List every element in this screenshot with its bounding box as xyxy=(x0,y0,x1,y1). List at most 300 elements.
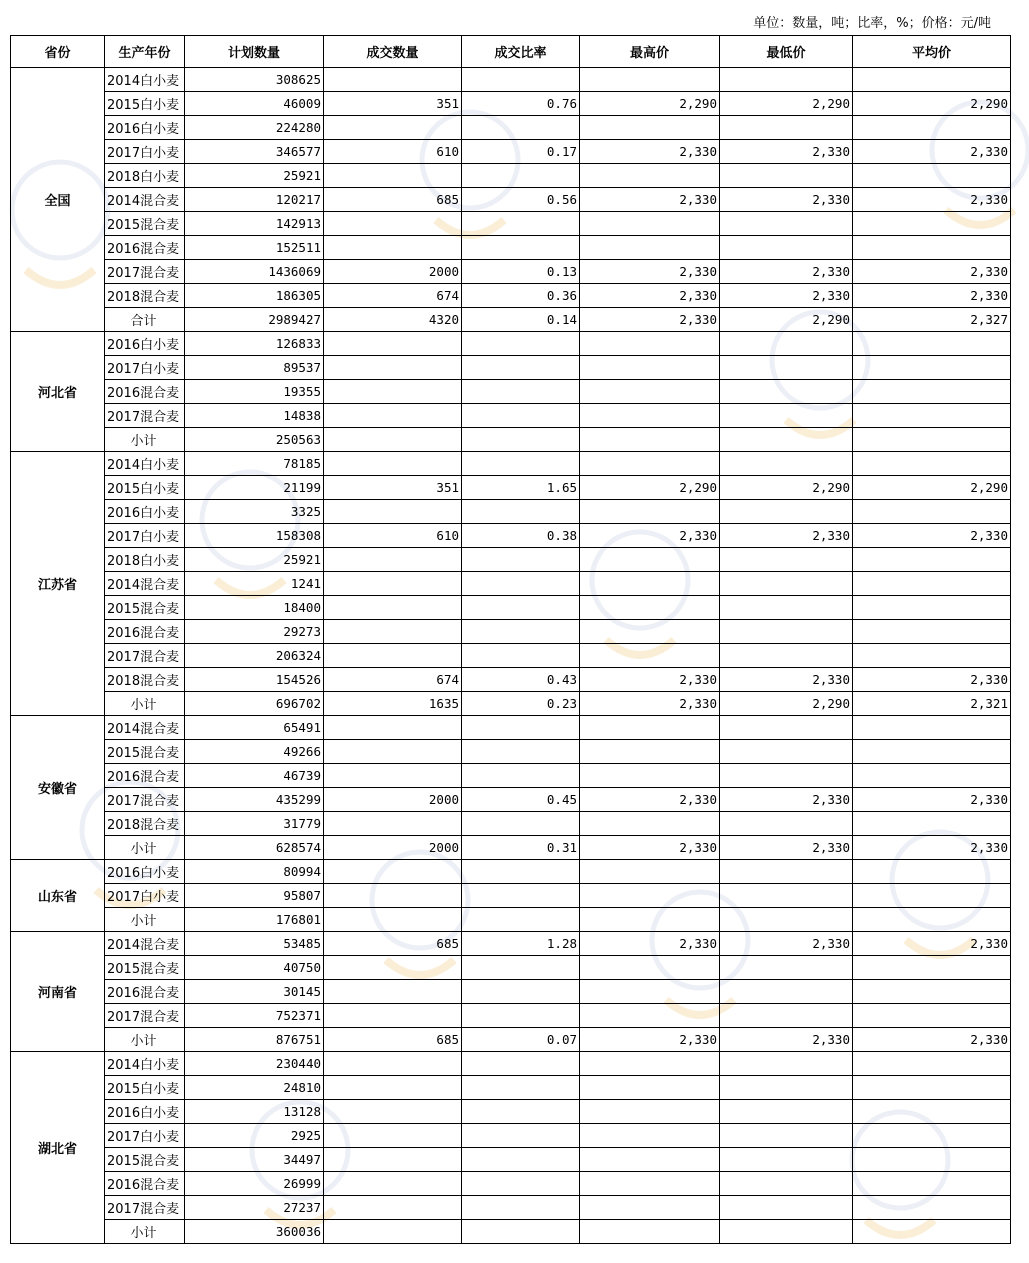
max-price-cell xyxy=(580,212,720,236)
min-price-cell xyxy=(720,1076,853,1100)
max-price-cell xyxy=(580,500,720,524)
table-row xyxy=(11,548,1011,572)
table-row xyxy=(11,140,1011,164)
planned-qty-cell: 186305 xyxy=(185,284,324,308)
max-price-cell xyxy=(580,908,720,932)
table-row xyxy=(11,1148,1011,1172)
planned-qty-cell: 25921 xyxy=(185,164,324,188)
deal-qty-cell: 351 xyxy=(324,476,462,500)
avg-price-cell xyxy=(853,884,1011,908)
planned-qty-cell: 18400 xyxy=(185,596,324,620)
avg-price-cell xyxy=(853,1124,1011,1148)
max-price-cell xyxy=(580,572,720,596)
min-price-cell: 2,330 xyxy=(720,788,853,812)
table-row xyxy=(11,68,1011,92)
deal-qty-cell: 2000 xyxy=(324,260,462,284)
planned-qty-cell: 360036 xyxy=(185,1220,324,1244)
table-row xyxy=(11,476,1011,500)
max-price-cell: 2,330 xyxy=(580,836,720,860)
planned-qty-cell: 80994 xyxy=(185,860,324,884)
table-row xyxy=(11,932,1011,956)
deal-rate-cell xyxy=(462,116,580,140)
deal-rate-cell xyxy=(462,548,580,572)
deal-rate-cell xyxy=(462,500,580,524)
deal-qty-cell xyxy=(324,1124,462,1148)
province-cell: 全国 xyxy=(11,68,105,332)
header-avg-price: 平均价 xyxy=(853,36,1011,68)
deal-rate-cell xyxy=(462,236,580,260)
deal-qty-cell: 674 xyxy=(324,668,462,692)
planned-qty-cell: 1241 xyxy=(185,572,324,596)
planned-qty-cell: 65491 xyxy=(185,716,324,740)
avg-price-cell xyxy=(853,548,1011,572)
planned-qty-cell: 158308 xyxy=(185,524,324,548)
header-year: 生产年份 xyxy=(105,36,185,68)
table-row xyxy=(11,524,1011,548)
deal-rate-cell xyxy=(462,956,580,980)
avg-price-cell xyxy=(853,740,1011,764)
year-cell: 2016白小麦 xyxy=(105,500,185,524)
deal-qty-cell xyxy=(324,236,462,260)
avg-price-cell xyxy=(853,332,1011,356)
planned-qty-cell: 2925 xyxy=(185,1124,324,1148)
avg-price-cell xyxy=(853,1196,1011,1220)
deal-qty-cell xyxy=(324,884,462,908)
min-price-cell xyxy=(720,1124,853,1148)
table-row xyxy=(11,980,1011,1004)
min-price-cell xyxy=(720,380,853,404)
avg-price-cell: 2,330 xyxy=(853,524,1011,548)
avg-price-cell: 2,330 xyxy=(853,260,1011,284)
avg-price-cell xyxy=(853,500,1011,524)
deal-rate-cell xyxy=(462,1004,580,1028)
max-price-cell xyxy=(580,1052,720,1076)
planned-qty-cell: 628574 xyxy=(185,836,324,860)
planned-qty-cell: 230440 xyxy=(185,1052,324,1076)
deal-qty-cell xyxy=(324,1004,462,1028)
deal-rate-cell: 0.13 xyxy=(462,260,580,284)
avg-price-cell xyxy=(853,1100,1011,1124)
table-row xyxy=(11,332,1011,356)
table-row xyxy=(11,1028,1011,1052)
deal-qty-cell xyxy=(324,740,462,764)
province-cell: 山东省 xyxy=(11,860,105,932)
planned-qty-cell: 49266 xyxy=(185,740,324,764)
deal-qty-cell xyxy=(324,428,462,452)
deal-qty-cell: 674 xyxy=(324,284,462,308)
min-price-cell xyxy=(720,644,853,668)
deal-rate-cell: 1.65 xyxy=(462,476,580,500)
avg-price-cell xyxy=(853,1004,1011,1028)
max-price-cell: 2,330 xyxy=(580,788,720,812)
min-price-cell xyxy=(720,764,853,788)
table-row xyxy=(11,1052,1011,1076)
min-price-cell: 2,290 xyxy=(720,92,853,116)
max-price-cell xyxy=(580,380,720,404)
planned-qty-cell: 152511 xyxy=(185,236,324,260)
year-cell: 2017白小麦 xyxy=(105,1124,185,1148)
year-cell: 2017混合麦 xyxy=(105,260,185,284)
min-price-cell xyxy=(720,1148,853,1172)
year-cell: 2014混合麦 xyxy=(105,188,185,212)
table-row xyxy=(11,284,1011,308)
avg-price-cell xyxy=(853,644,1011,668)
deal-qty-cell: 685 xyxy=(324,932,462,956)
year-cell: 2017混合麦 xyxy=(105,788,185,812)
min-price-cell xyxy=(720,596,853,620)
max-price-cell xyxy=(580,1148,720,1172)
avg-price-cell xyxy=(853,428,1011,452)
max-price-cell: 2,330 xyxy=(580,308,720,332)
table-row xyxy=(11,1220,1011,1244)
max-price-cell xyxy=(580,716,720,740)
avg-price-cell xyxy=(853,860,1011,884)
deal-rate-cell xyxy=(462,1052,580,1076)
deal-qty-cell: 610 xyxy=(324,524,462,548)
table-row xyxy=(11,1076,1011,1100)
min-price-cell: 2,330 xyxy=(720,1028,853,1052)
deal-rate-cell: 0.31 xyxy=(462,836,580,860)
deal-qty-cell xyxy=(324,212,462,236)
deal-qty-cell xyxy=(324,572,462,596)
deal-rate-cell xyxy=(462,452,580,476)
deal-qty-cell: 351 xyxy=(324,92,462,116)
max-price-cell: 2,290 xyxy=(580,476,720,500)
min-price-cell xyxy=(720,572,853,596)
deal-qty-cell xyxy=(324,1100,462,1124)
year-cell: 2016白小麦 xyxy=(105,860,185,884)
deal-rate-cell: 1.28 xyxy=(462,932,580,956)
year-cell: 2017白小麦 xyxy=(105,524,185,548)
year-cell: 2015混合麦 xyxy=(105,740,185,764)
planned-qty-cell: 2989427 xyxy=(185,308,324,332)
min-price-cell xyxy=(720,740,853,764)
max-price-cell xyxy=(580,860,720,884)
planned-qty-cell: 21199 xyxy=(185,476,324,500)
year-cell: 小计 xyxy=(105,1220,185,1244)
deal-rate-cell xyxy=(462,980,580,1004)
planned-qty-cell: 224280 xyxy=(185,116,324,140)
avg-price-cell: 2,290 xyxy=(853,92,1011,116)
max-price-cell: 2,330 xyxy=(580,140,720,164)
year-cell: 2016白小麦 xyxy=(105,116,185,140)
avg-price-cell xyxy=(853,380,1011,404)
min-price-cell: 2,330 xyxy=(720,932,853,956)
min-price-cell xyxy=(720,68,853,92)
avg-price-cell xyxy=(853,980,1011,1004)
min-price-cell xyxy=(720,956,853,980)
year-cell: 2016白小麦 xyxy=(105,1100,185,1124)
table-row xyxy=(11,764,1011,788)
year-cell: 2016混合麦 xyxy=(105,1172,185,1196)
planned-qty-cell: 14838 xyxy=(185,404,324,428)
avg-price-cell xyxy=(853,1052,1011,1076)
max-price-cell: 2,330 xyxy=(580,668,720,692)
avg-price-cell xyxy=(853,716,1011,740)
max-price-cell xyxy=(580,332,720,356)
table-row xyxy=(11,212,1011,236)
min-price-cell: 2,290 xyxy=(720,476,853,500)
year-cell: 2014白小麦 xyxy=(105,452,185,476)
table-row xyxy=(11,500,1011,524)
min-price-cell xyxy=(720,452,853,476)
header-row xyxy=(11,36,1011,68)
max-price-cell xyxy=(580,1220,720,1244)
avg-price-cell xyxy=(853,236,1011,260)
table-row xyxy=(11,836,1011,860)
deal-rate-cell: 0.38 xyxy=(462,524,580,548)
max-price-cell xyxy=(580,1172,720,1196)
deal-qty-cell: 2000 xyxy=(324,788,462,812)
deal-qty-cell xyxy=(324,68,462,92)
deal-rate-cell xyxy=(462,1148,580,1172)
avg-price-cell xyxy=(853,356,1011,380)
min-price-cell xyxy=(720,980,853,1004)
max-price-cell: 2,330 xyxy=(580,932,720,956)
deal-qty-cell xyxy=(324,404,462,428)
max-price-cell xyxy=(580,1124,720,1148)
deal-qty-cell xyxy=(324,1052,462,1076)
deal-qty-cell xyxy=(324,1196,462,1220)
year-cell: 2015混合麦 xyxy=(105,1148,185,1172)
table-row xyxy=(11,668,1011,692)
max-price-cell xyxy=(580,236,720,260)
planned-qty-cell: 435299 xyxy=(185,788,324,812)
deal-qty-cell xyxy=(324,812,462,836)
year-cell: 2017混合麦 xyxy=(105,644,185,668)
planned-qty-cell: 19355 xyxy=(185,380,324,404)
deal-qty-cell xyxy=(324,596,462,620)
avg-price-cell xyxy=(853,1220,1011,1244)
auction-results-table xyxy=(10,35,1011,1244)
year-cell: 合计 xyxy=(105,308,185,332)
deal-qty-cell xyxy=(324,716,462,740)
min-price-cell: 2,330 xyxy=(720,188,853,212)
planned-qty-cell: 142913 xyxy=(185,212,324,236)
planned-qty-cell: 78185 xyxy=(185,452,324,476)
planned-qty-cell: 95807 xyxy=(185,884,324,908)
table-row xyxy=(11,788,1011,812)
min-price-cell xyxy=(720,812,853,836)
deal-qty-cell xyxy=(324,452,462,476)
table-row xyxy=(11,812,1011,836)
max-price-cell: 2,330 xyxy=(580,524,720,548)
year-cell: 2017混合麦 xyxy=(105,404,185,428)
min-price-cell xyxy=(720,332,853,356)
header-deal-qty: 成交数量 xyxy=(324,36,462,68)
deal-qty-cell: 2000 xyxy=(324,836,462,860)
min-price-cell: 2,290 xyxy=(720,308,853,332)
avg-price-cell xyxy=(853,452,1011,476)
year-cell: 2015混合麦 xyxy=(105,956,185,980)
deal-rate-cell xyxy=(462,68,580,92)
year-cell: 小计 xyxy=(105,1028,185,1052)
planned-qty-cell: 696702 xyxy=(185,692,324,716)
header-planned-qty: 计划数量 xyxy=(185,36,324,68)
table-row xyxy=(11,716,1011,740)
min-price-cell xyxy=(720,164,853,188)
planned-qty-cell: 89537 xyxy=(185,356,324,380)
deal-qty-cell: 4320 xyxy=(324,308,462,332)
deal-qty-cell xyxy=(324,1172,462,1196)
avg-price-cell: 2,330 xyxy=(853,140,1011,164)
deal-qty-cell xyxy=(324,500,462,524)
year-cell: 2014白小麦 xyxy=(105,68,185,92)
max-price-cell: 2,330 xyxy=(580,284,720,308)
year-cell: 2015混合麦 xyxy=(105,596,185,620)
deal-rate-cell xyxy=(462,1220,580,1244)
deal-qty-cell: 1635 xyxy=(324,692,462,716)
deal-rate-cell: 0.56 xyxy=(462,188,580,212)
avg-price-cell xyxy=(853,812,1011,836)
year-cell: 2016混合麦 xyxy=(105,980,185,1004)
deal-qty-cell xyxy=(324,380,462,404)
planned-qty-cell: 752371 xyxy=(185,1004,324,1028)
deal-rate-cell xyxy=(462,1172,580,1196)
min-price-cell xyxy=(720,1100,853,1124)
deal-rate-cell xyxy=(462,908,580,932)
deal-rate-cell xyxy=(462,212,580,236)
planned-qty-cell: 154526 xyxy=(185,668,324,692)
min-price-cell xyxy=(720,716,853,740)
min-price-cell xyxy=(720,356,853,380)
avg-price-cell xyxy=(853,620,1011,644)
year-cell: 2018白小麦 xyxy=(105,548,185,572)
deal-qty-cell xyxy=(324,332,462,356)
planned-qty-cell: 40750 xyxy=(185,956,324,980)
min-price-cell: 2,290 xyxy=(720,692,853,716)
province-cell: 安徽省 xyxy=(11,716,105,860)
deal-qty-cell xyxy=(324,548,462,572)
deal-qty-cell xyxy=(324,116,462,140)
year-cell: 2015混合麦 xyxy=(105,212,185,236)
avg-price-cell: 2,327 xyxy=(853,308,1011,332)
planned-qty-cell: 250563 xyxy=(185,428,324,452)
avg-price-cell xyxy=(853,212,1011,236)
max-price-cell xyxy=(580,116,720,140)
deal-rate-cell: 0.45 xyxy=(462,788,580,812)
planned-qty-cell: 13128 xyxy=(185,1100,324,1124)
deal-rate-cell xyxy=(462,404,580,428)
planned-qty-cell: 46009 xyxy=(185,92,324,116)
deal-rate-cell xyxy=(462,740,580,764)
planned-qty-cell: 346577 xyxy=(185,140,324,164)
deal-qty-cell xyxy=(324,644,462,668)
max-price-cell xyxy=(580,812,720,836)
max-price-cell xyxy=(580,956,720,980)
max-price-cell xyxy=(580,1100,720,1124)
table-row xyxy=(11,452,1011,476)
year-cell: 2017白小麦 xyxy=(105,356,185,380)
table-row xyxy=(11,236,1011,260)
max-price-cell xyxy=(580,1196,720,1220)
min-price-cell xyxy=(720,1172,853,1196)
max-price-cell: 2,330 xyxy=(580,188,720,212)
deal-qty-cell xyxy=(324,620,462,644)
avg-price-cell xyxy=(853,764,1011,788)
deal-rate-cell xyxy=(462,716,580,740)
min-price-cell xyxy=(720,860,853,884)
avg-price-cell xyxy=(853,1076,1011,1100)
year-cell: 2016白小麦 xyxy=(105,332,185,356)
avg-price-cell: 2,330 xyxy=(853,788,1011,812)
table-row xyxy=(11,92,1011,116)
min-price-cell: 2,330 xyxy=(720,140,853,164)
table-row xyxy=(11,1172,1011,1196)
deal-qty-cell: 685 xyxy=(324,1028,462,1052)
planned-qty-cell: 1436069 xyxy=(185,260,324,284)
planned-qty-cell: 876751 xyxy=(185,1028,324,1052)
min-price-cell xyxy=(720,620,853,644)
header-province: 省份 xyxy=(11,36,105,68)
avg-price-cell xyxy=(853,404,1011,428)
avg-price-cell xyxy=(853,1148,1011,1172)
year-cell: 2017混合麦 xyxy=(105,1004,185,1028)
min-price-cell xyxy=(720,1220,853,1244)
year-cell: 2018混合麦 xyxy=(105,284,185,308)
max-price-cell xyxy=(580,428,720,452)
planned-qty-cell: 30145 xyxy=(185,980,324,1004)
year-cell: 小计 xyxy=(105,908,185,932)
table-row xyxy=(11,620,1011,644)
max-price-cell: 2,290 xyxy=(580,92,720,116)
year-cell: 2017白小麦 xyxy=(105,884,185,908)
deal-rate-cell: 0.17 xyxy=(462,140,580,164)
deal-rate-cell xyxy=(462,860,580,884)
avg-price-cell: 2,330 xyxy=(853,188,1011,212)
max-price-cell xyxy=(580,644,720,668)
province-cell: 河北省 xyxy=(11,332,105,452)
deal-rate-cell xyxy=(462,644,580,668)
year-cell: 2017白小麦 xyxy=(105,140,185,164)
year-cell: 2015白小麦 xyxy=(105,1076,185,1100)
avg-price-cell xyxy=(853,164,1011,188)
max-price-cell: 2,330 xyxy=(580,260,720,284)
deal-rate-cell: 0.76 xyxy=(462,92,580,116)
max-price-cell xyxy=(580,548,720,572)
deal-qty-cell xyxy=(324,1148,462,1172)
table-row xyxy=(11,428,1011,452)
min-price-cell: 2,330 xyxy=(720,284,853,308)
min-price-cell xyxy=(720,116,853,140)
table-row xyxy=(11,188,1011,212)
planned-qty-cell: 24810 xyxy=(185,1076,324,1100)
planned-qty-cell: 31779 xyxy=(185,812,324,836)
avg-price-cell: 2,290 xyxy=(853,476,1011,500)
year-cell: 2016混合麦 xyxy=(105,764,185,788)
max-price-cell xyxy=(580,764,720,788)
min-price-cell xyxy=(720,500,853,524)
table-row xyxy=(11,260,1011,284)
table-row xyxy=(11,956,1011,980)
table-row xyxy=(11,1124,1011,1148)
deal-qty-cell xyxy=(324,356,462,380)
max-price-cell xyxy=(580,740,720,764)
year-cell: 2018白小麦 xyxy=(105,164,185,188)
min-price-cell: 2,330 xyxy=(720,260,853,284)
planned-qty-cell: 120217 xyxy=(185,188,324,212)
avg-price-cell xyxy=(853,68,1011,92)
deal-rate-cell xyxy=(462,164,580,188)
min-price-cell xyxy=(720,1052,853,1076)
year-cell: 2016混合麦 xyxy=(105,380,185,404)
max-price-cell xyxy=(580,164,720,188)
planned-qty-cell: 126833 xyxy=(185,332,324,356)
deal-qty-cell: 610 xyxy=(324,140,462,164)
table-row xyxy=(11,596,1011,620)
max-price-cell: 2,330 xyxy=(580,1028,720,1052)
deal-rate-cell xyxy=(462,764,580,788)
